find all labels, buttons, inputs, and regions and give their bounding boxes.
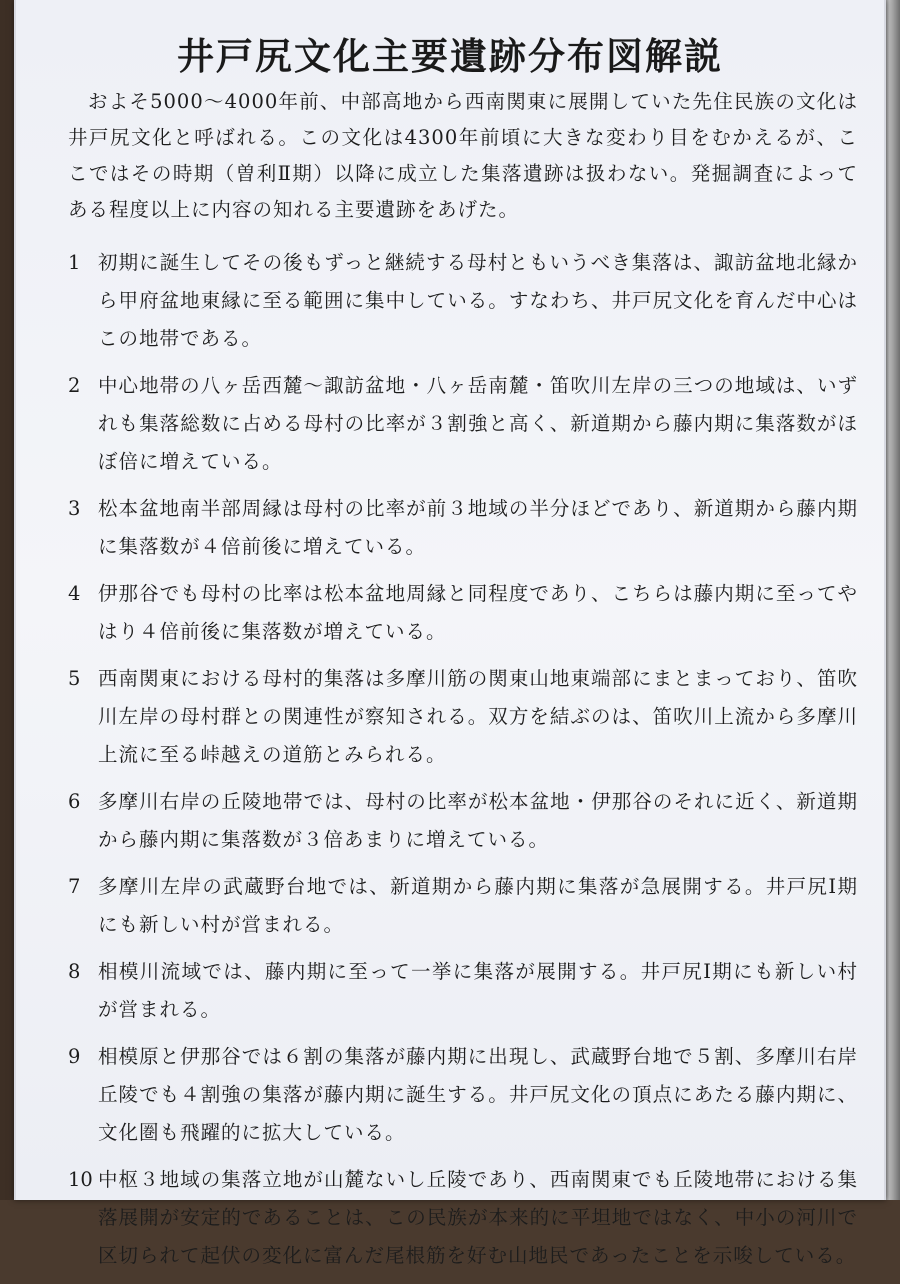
- explanation-board: [14, 0, 886, 1267]
- list-item-text: 初期に誕生してその後もずっと継続する母村ともいうべき集落は、諏訪盆地北縁から甲府盆地東縁に至る範囲に集中している。すなわち、井戸尻文化を育んだ中心はこの地帯である。: [98, 251, 858, 350]
- list-item: [16, 575, 884, 651]
- list-item-text: 多摩川右岸の丘陵地帯では、母村の比率が松本盆地・伊那谷のそれに近く、新道期から藤内期に集落数が３倍あまりに増えている。: [98, 790, 858, 851]
- list-item-text: 松本盆地南半部周縁は母村の比率が前３地域の半分ほどであり、新道期から藤内期に集落数が４倍前後に増えている。: [98, 497, 858, 558]
- list-item-number: 1: [68, 251, 81, 274]
- list-item-number: 9: [68, 1045, 81, 1068]
- list-item: [16, 660, 884, 774]
- list-item-number: 5: [68, 667, 81, 690]
- list-item-number: 10: [68, 1168, 93, 1191]
- list-item-number: 3: [68, 497, 81, 520]
- list-item-text: 相模川流域では、藤内期に至って一挙に集落が展開する。井戸尻Ⅰ期にも新しい村が営まれる。: [98, 960, 858, 1021]
- list-item-number: 4: [68, 582, 81, 605]
- numbered-list: [16, 244, 884, 1284]
- list-item: [16, 367, 884, 481]
- list-item-text: 中心地帯の八ヶ岳西麓～諏訪盆地・八ヶ岳南麓・笛吹川左岸の三つの地域は、いずれも集落総数に占める母村の比率が３割強と高く、新道期から藤内期に集落数がほぼ倍に増えている。: [98, 374, 858, 473]
- list-item: [16, 490, 884, 566]
- list-item: [16, 1038, 884, 1152]
- list-item-number: 7: [68, 875, 81, 898]
- list-item: [16, 783, 884, 859]
- list-item-text: 伊那谷でも母村の比率は松本盆地周縁と同程度であり、こちらは藤内期に至ってやはり４倍前後に集落数が増えている。: [98, 582, 858, 643]
- list-item: [16, 1161, 884, 1275]
- list-item-number: 6: [68, 790, 81, 813]
- intro-paragraph: およそ5000～4000年前、中部高地から西南関東に展開していた先住民族の文化は井戸尻文化と呼ばれる。この文化は4300年前頃に大きな変わり目をむかえるが、ここではその時期（曽利Ⅱ期）以降に成立した集落遺跡は扱わない。発掘調査によってある程度以上に内容の知れる主要遺跡をあげた。: [68, 90, 858, 221]
- list-item-number: 8: [68, 960, 81, 983]
- list-item-text: 多摩川左岸の武蔵野台地では、新道期から藤内期に集落が急展開する。井戸尻Ⅰ期にも新しい村が営まれる。: [98, 875, 858, 936]
- list-item-text: 相模原と伊那谷では６割の集落が藤内期に出現し、武蔵野台地で５割、多摩川右岸丘陵でも４割強の集落が藤内期に誕生する。井戸尻文化の頂点にあたる藤内期に、文化圏も飛躍的に拡大している。: [98, 1045, 858, 1144]
- list-item: [16, 244, 884, 358]
- list-item-text: 中枢３地域の集落立地が山麓ないし丘陵であり、西南関東でも丘陵地帯における集落展開が安定的であることは、この民族が本来的に平坦地ではなく、中小の河川で区切られて起伏の変化に富んだ尾根筋を好む山地民であったことを示唆している。: [98, 1168, 858, 1267]
- list-item: [16, 953, 884, 1029]
- board-title: 井戸尻文化主要遺跡分布図解説: [177, 34, 723, 78]
- list-item-text: 西南関東における母村的集落は多摩川筋の関東山地東端部にまとまっており、笛吹川左岸の母村群との関連性が察知される。双方を結ぶのは、笛吹川上流から多摩川上流に至る峠越えの道筋とみられる。: [98, 667, 858, 766]
- list-item: [16, 868, 884, 944]
- list-item-number: 2: [68, 374, 81, 397]
